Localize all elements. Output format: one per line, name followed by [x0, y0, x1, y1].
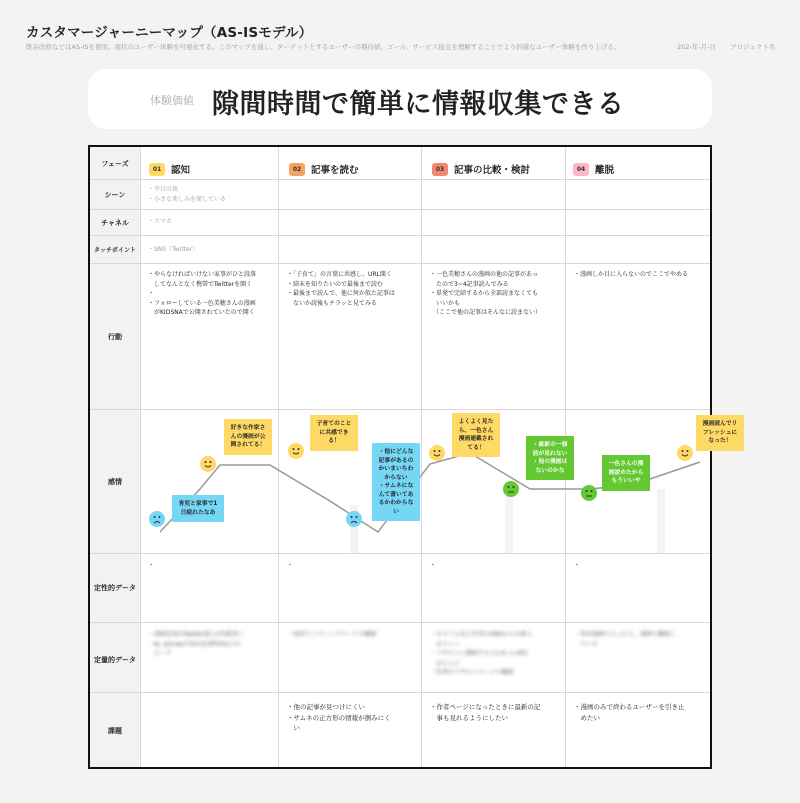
row-label-column: [90, 147, 140, 767]
row-label-quantitative: 定量的データ: [94, 656, 136, 664]
row-label-touchpoint: タッチポイント: [93, 247, 136, 254]
emotion-note: 好きな作家さんの漫画が公開されてる！: [224, 419, 272, 455]
phase-number: 04: [573, 163, 589, 176]
phase-name: 記事の比較・検討: [454, 165, 531, 176]
sad-face-icon: [149, 511, 165, 527]
happy-face-icon: [429, 445, 445, 461]
happy-face-icon: [288, 443, 304, 459]
experience-value-label: 体験価値: [150, 94, 194, 107]
date-label: 202-年-月-日: [677, 43, 716, 51]
row-divider: [90, 263, 710, 264]
row-divider: [90, 179, 710, 180]
neutral-face-icon: [581, 485, 597, 501]
quantitative-cell-2: ・初回ランディングページで離脱: [287, 631, 377, 638]
channel-cell-1: ・スマホ: [148, 218, 172, 225]
sad-face-icon: [346, 511, 362, 527]
action-cell-1: ・やらなければいけない家事がひと段落 してなんとなく携帯でTwitterを開く ・ ・フォローしている一色美穂さんの漫画 がKIDSNAで公開されていたので開く: [148, 271, 257, 316]
journey-map-board: [88, 145, 738, 769]
issue-cell-2: ・他の記事が見つけにくい ・サムネの正方形の情報が掴みにく い: [287, 703, 391, 732]
quantitative-cell-3: ・キヌフ公式と作者のSNSからの流入 がメイン ・リザルトに遷移する上1.6~1.455 ほとんど ・作者のリザルトページで離脱: [430, 631, 533, 676]
shadow-pillar: [505, 489, 513, 553]
touchpoint-cell-1: ・SNS（Twitter）: [148, 246, 199, 253]
issue-cell-3: ・作者ページになったときに最新の記 事も見れるようにしたい: [430, 703, 541, 722]
row-label-phase: フェーズ: [101, 160, 129, 168]
emotion-note: 育児と家事で1日疲れたなあ: [172, 495, 224, 522]
experience-value-text: 隙間時間で簡単に情報収集できる: [212, 89, 625, 120]
row-label-issues: 課題: [108, 727, 122, 735]
emotion-note: ・最新の一個前が見れない ・他の漫画はないのかな: [526, 436, 574, 480]
page-description: 既存改修などはAS-ISを使用。現状のユーザー体験を可視化する。このマップを通し、ターゲットとするユーザーの期待値、ゴール、サービス接点を理解することでより的確なユーザー体験を作り上げる。: [26, 43, 621, 51]
emotion-note: 子育てのことに共感できる！: [310, 415, 358, 451]
phase-header-3: [432, 162, 530, 176]
happy-face-icon: [200, 456, 216, 472]
phase-number: 03: [432, 163, 448, 176]
phase-name: 認知: [171, 165, 191, 176]
row-label-action: 行動: [108, 333, 122, 341]
row-label-scene: シーン: [104, 191, 126, 199]
scene-cell-1: ・平日の夜 ・小さな楽しみを探している: [148, 186, 227, 203]
row-divider: [90, 209, 710, 210]
emotion-note: 一色さんの漫画読めたからもういいや: [602, 455, 650, 491]
emotion-note: ・他にどんな記事があるのかいまいちわからない ・サムネになんて書いてあるかわからない: [372, 443, 420, 521]
shadow-pillar: [657, 489, 665, 553]
quantitative-cell-1: ・漫画記事はTwitter流入が5番多い ・KL stories告知が記事PV01日の ピーク: [148, 631, 244, 657]
issue-cell-4: ・漫画のみで終わるユーザーを引き止 めたい: [574, 703, 685, 722]
qualitative-cell-3: ・: [430, 562, 437, 569]
page-title: カスタマージャーニーマップ（AS-ISモデル）: [26, 25, 313, 41]
action-cell-3: ・一色美穂さんの漫画の他の記事があっ たので3~4記事読んでみる ・単発で完結するから全部読まなくても いいかも （ここで他の記事はそんなに読まない）: [430, 271, 542, 316]
emotion-note: よくよく見たら、一色さん漫画連載されてる！: [452, 413, 500, 457]
neutral-face-icon: [503, 481, 519, 497]
experience-value-box: [88, 69, 712, 129]
project-name: プロジェクト名: [730, 43, 776, 51]
qualitative-cell-1: ・: [148, 562, 155, 569]
row-divider: [90, 622, 710, 623]
action-cell-2: ・「子育て」の言葉に共感し、URL開く ・結末を知りたいので最後まで読む ・最後まで読んで、他に何か似た記事は ないか読後もチラッと見てみる: [287, 271, 395, 307]
row-divider: [90, 235, 710, 236]
happy-face-icon: [677, 445, 693, 461]
emotion-note: 漫画読んでリフレッシュになった！: [696, 415, 744, 451]
quantitative-cell-4: ・基本漫画で入ったら、漫画で離脱し ている: [574, 631, 677, 648]
phase-name: 記事を読む: [311, 165, 359, 176]
phase-header-1: [149, 162, 190, 176]
row-label-qualitative: 定性的データ: [94, 584, 136, 592]
phase-name: 離脱: [595, 165, 615, 176]
qualitative-cell-4: ・: [574, 562, 581, 569]
qualitative-cell-2: ・: [287, 562, 294, 569]
action-cell-4: ・漫画しか目に入らないのでここでやめる: [574, 271, 689, 278]
phase-number: 02: [289, 163, 305, 176]
row-label-emotion: 感情: [108, 478, 122, 486]
row-label-channel: チャネル: [101, 219, 129, 227]
phase-header-2: [289, 162, 359, 176]
phase-header-4: [573, 162, 614, 176]
phase-number: 01: [149, 163, 165, 176]
row-divider: [90, 553, 710, 554]
row-divider: [90, 692, 710, 693]
